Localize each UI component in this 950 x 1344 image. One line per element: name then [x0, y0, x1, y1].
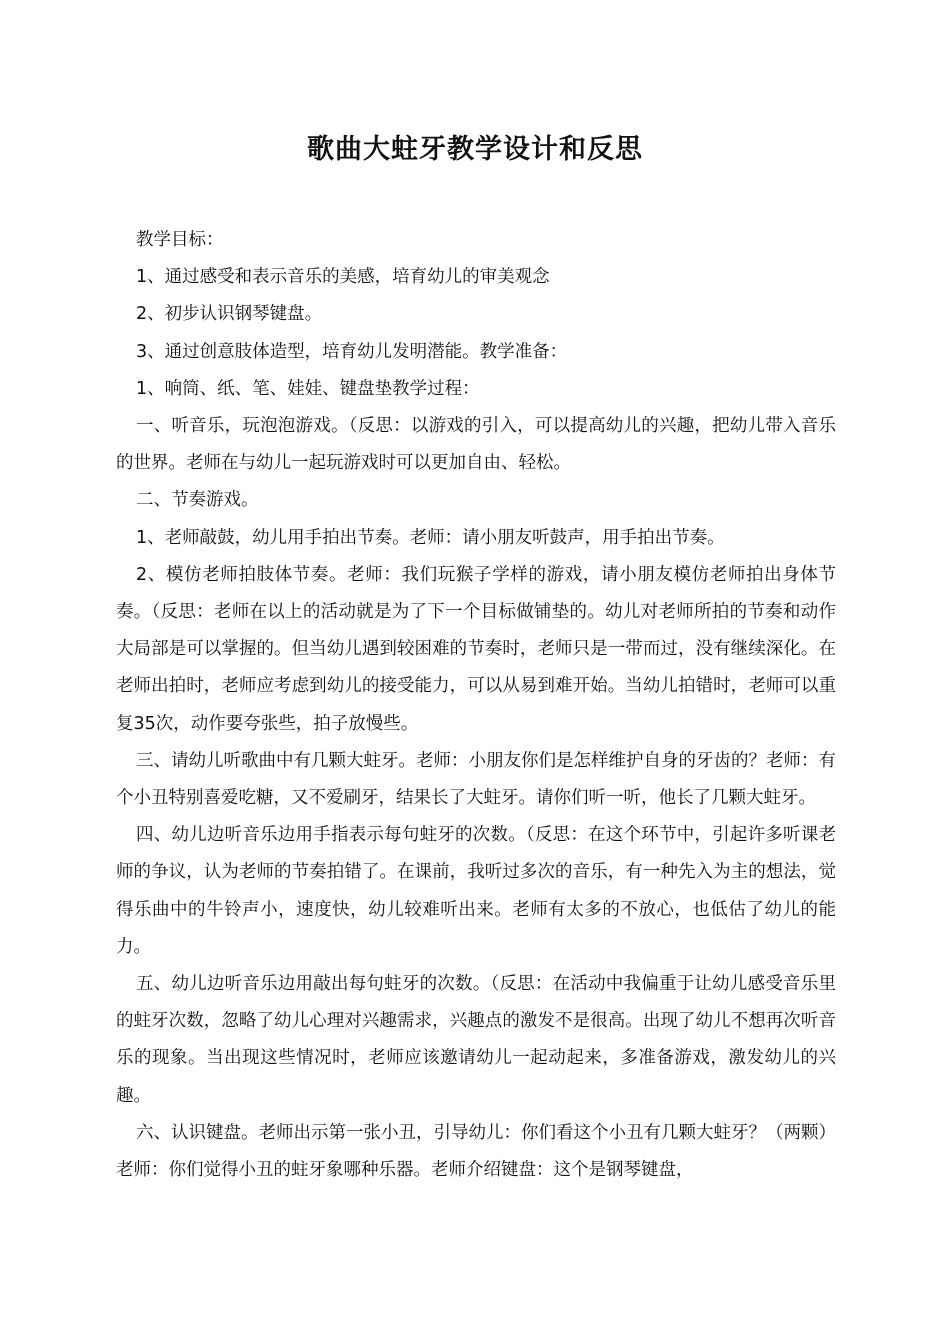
paragraph-step-4: 四、幼儿边听音乐边用手指表示每句蛀牙的次数。（反思：在这个环节中，引起许多听课老师的争议，认为老师的节奏拍错了。在课前，我听过多次的音乐，有一种先入为主的想法，觉得乐曲中的牛铃声小，速度快，幼儿较难听出来。老师有太多的不放心，也低估了幼儿的能力。 — [116, 825, 836, 957]
document-body — [116, 222, 836, 1189]
document-title: 歌曲大蛀牙教学设计和反思 — [307, 134, 643, 165]
paragraph-step-6: 六、认识键盘。老师出示第一张小丑，引导幼儿：你们看这个小丑有几颗大蛀牙？（两颗）老师：你们觉得小丑的蛀牙象哪种乐器。老师介绍键盘：这个是钢琴键盘， — [116, 1122, 836, 1181]
paragraph-objective-3: 3、通过创意肢体造型，培育幼儿发明潜能。教学准备： — [136, 341, 568, 362]
paragraph-objective-1: 1、通过感受和表示音乐的美感，培育幼儿的审美观念 — [136, 267, 550, 288]
paragraph-preparation: 1、响筒、纸、笔、娃娃、键盘垫教学过程： — [136, 378, 480, 399]
paragraph-step-2-1: 1、老师敲鼓，幼儿用手拍出节奏。老师：请小朋友听鼓声，用手拍出节奏。 — [136, 527, 725, 548]
paragraph-step-3: 三、请幼儿听歌曲中有几颗大蛀牙。老师：小朋友你们是怎样维护自身的牙齿的？老师：有个小丑特别喜爱吃糖，又不爱刷牙，结果长了大蛀牙。请你们听一听，他长了几颗大蛀牙。 — [116, 750, 836, 809]
paragraph-objective-2: 2、初步认识钢琴键盘。 — [136, 304, 323, 325]
paragraph-objectives-heading: 教学目标： — [136, 230, 224, 250]
paragraph-step-5: 五、幼儿边听音乐边用敲出每句蛀牙的次数。（反思：在活动中我偏重于让幼儿感受音乐里的蛀牙次数，忽略了幼儿心理对兴趣需求，兴趣点的激发不是很高。出现了幼儿不想再次听音乐的现象。当出现这些情况时，老师应该邀请幼儿一起动起来，多准备游戏，激发幼儿的兴趣。 — [116, 974, 836, 1106]
paragraph-step-2-2: 2、模仿老师拍肢体节奏。老师：我们玩猴子学样的游戏，请小朋友模仿老师拍出身体节奏。（反思：老师在以上的活动就是为了下一个目标做铺垫的。幼儿对老师所拍的节奏和动作大局部是可以掌握的。但当幼儿遇到较困难的节奏时，老师只是一带而过，没有继续深化。在老师出拍时，老师应考虑到幼儿的接受能力，可以从易到难开始。当幼儿拍错时，老师可以重复35次，动作要夸张些，拍子放慢些。 — [116, 564, 836, 734]
paragraph-step-2-heading: 二、节奏游戏。 — [136, 490, 259, 511]
paragraph-step-1: 一、听音乐，玩泡泡游戏。（反思：以游戏的引入，可以提高幼儿的兴趣，把幼儿带入音乐的世界。老师在与幼儿一起玩游戏时可以更加自由、轻松。 — [116, 416, 836, 474]
